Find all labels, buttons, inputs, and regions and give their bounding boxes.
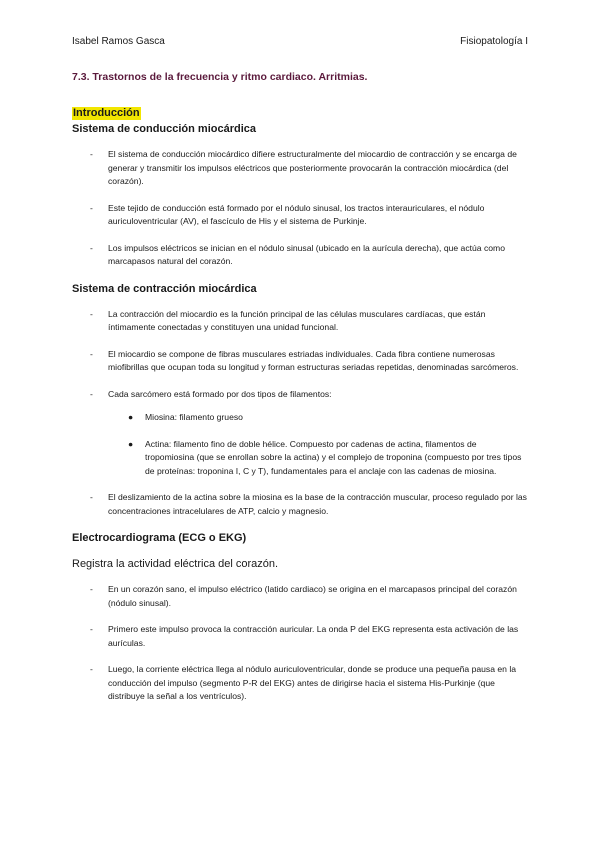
author-name: Isabel Ramos Gasca — [72, 36, 165, 47]
list-item: - Luego, la corriente eléctrica llega al nódulo auriculoventricular, donde se produce una pequeña pausa en la conducción del impulso (segmento P-R del EKG) antes de dirigirse hacia el sistema His-Purkinje (que distribuye la señal a los ventrículos). — [90, 664, 517, 701]
document-body — [72, 71, 528, 717]
conduccion-list — [72, 148, 528, 269]
list-item: - En un corazón sano, el impulso eléctrico (latido cardiaco) se origina en el marcapasos principal del corazón (nódulo sinusal). — [90, 584, 517, 608]
list-item: - La contracción del miocardio es la función principal de las células musculares cardíacas, que están íntimamente conectadas y constituyen una unidad funcional. — [90, 308, 486, 332]
list-item: - Este tejido de conducción está formado por el nódulo sinusal, los tractos interauriculares, el nódulo auriculoventricular (AV), el fascículo de His y el sistema de Purkinje. — [90, 202, 485, 226]
contraccion-list — [72, 308, 528, 519]
list-item: - Los impulsos eléctricos se inician en el nódulo sinusal (ubicado en la aurícula derecha), que actúa como marcapasos natural del corazón. — [90, 242, 505, 266]
intro-block — [72, 103, 528, 136]
list-item: - El deslizamiento de la actina sobre la miosina es la base de la contracción muscular, proceso regulado por las concentraciones intracelulares de ATP, calcio y magnesio. — [90, 492, 527, 516]
subsection-ecg-title: Electrocardiograma (ECG o EKG) — [72, 532, 247, 544]
list-item: - Cada sarcómero está formado por dos tipos de filamentos: ● Miosina: filamento grueso ● Actina: filamento fino de doble hélice. Compuesto por cadenas de actina, filamentos de tropomiosina (que se enrollan sobre la actina) y el complejo de troponina (compuesto por tres tipos de proteínas: troponina I, C y T), fundamentales para el anclaje con las cadenas de miosina. — [72, 388, 528, 479]
intro-label: Introducción — [73, 107, 140, 119]
ecg-list — [72, 583, 528, 704]
filament-item: ● Actina: filamento fino de doble hélice. Compuesto por cadenas de actina, filamentos de tropomiosina (que se enrollan sobre la actina) y el complejo de troponina (compuesto por tres tipos de proteínas: troponina I, C y T), fundamentales para el anclaje con las cadenas de miosina. — [128, 438, 522, 476]
bullet-icon: ● — [128, 412, 134, 422]
list-item: - El sistema de conducción miocárdico difiere estructuralmente del miocardio de contracción y se encarga de generar y transmitir los impulsos eléctricos que posteriormente provocarán la contracción miocárdica (del corazón). — [90, 149, 517, 186]
filament-item: ● Miosina: filamento grueso — [72, 411, 528, 425]
filament-list — [72, 411, 528, 478]
list-item: - El miocardio se compone de fibras musculares estriadas individuales. Cada fibra contiene numerosas miofibrillas que ocupan toda su longitud y forman estructuras seriadas repetidas, denominadas sarcómeros. — [90, 348, 519, 372]
subsection-conduccion-title: Sistema de conducción miocárdica — [72, 123, 257, 135]
ecg-lead: Registra la actividad eléctrica del corazón. — [72, 558, 279, 570]
bullet-icon: ● — [128, 438, 134, 449]
list-item: - Primero este impulso provoca la contracción auricular. La onda P del EKG representa esta activación de las aurículas. — [90, 624, 519, 648]
course-name: Fisiopatología I — [460, 36, 528, 47]
page-header — [72, 36, 528, 50]
section-title: 7.3. Trastornos de la frecuencia y ritmo cardiaco. Arritmias. — [72, 71, 368, 83]
subsection-contraccion-title: Sistema de contracción miocárdica — [72, 282, 257, 295]
